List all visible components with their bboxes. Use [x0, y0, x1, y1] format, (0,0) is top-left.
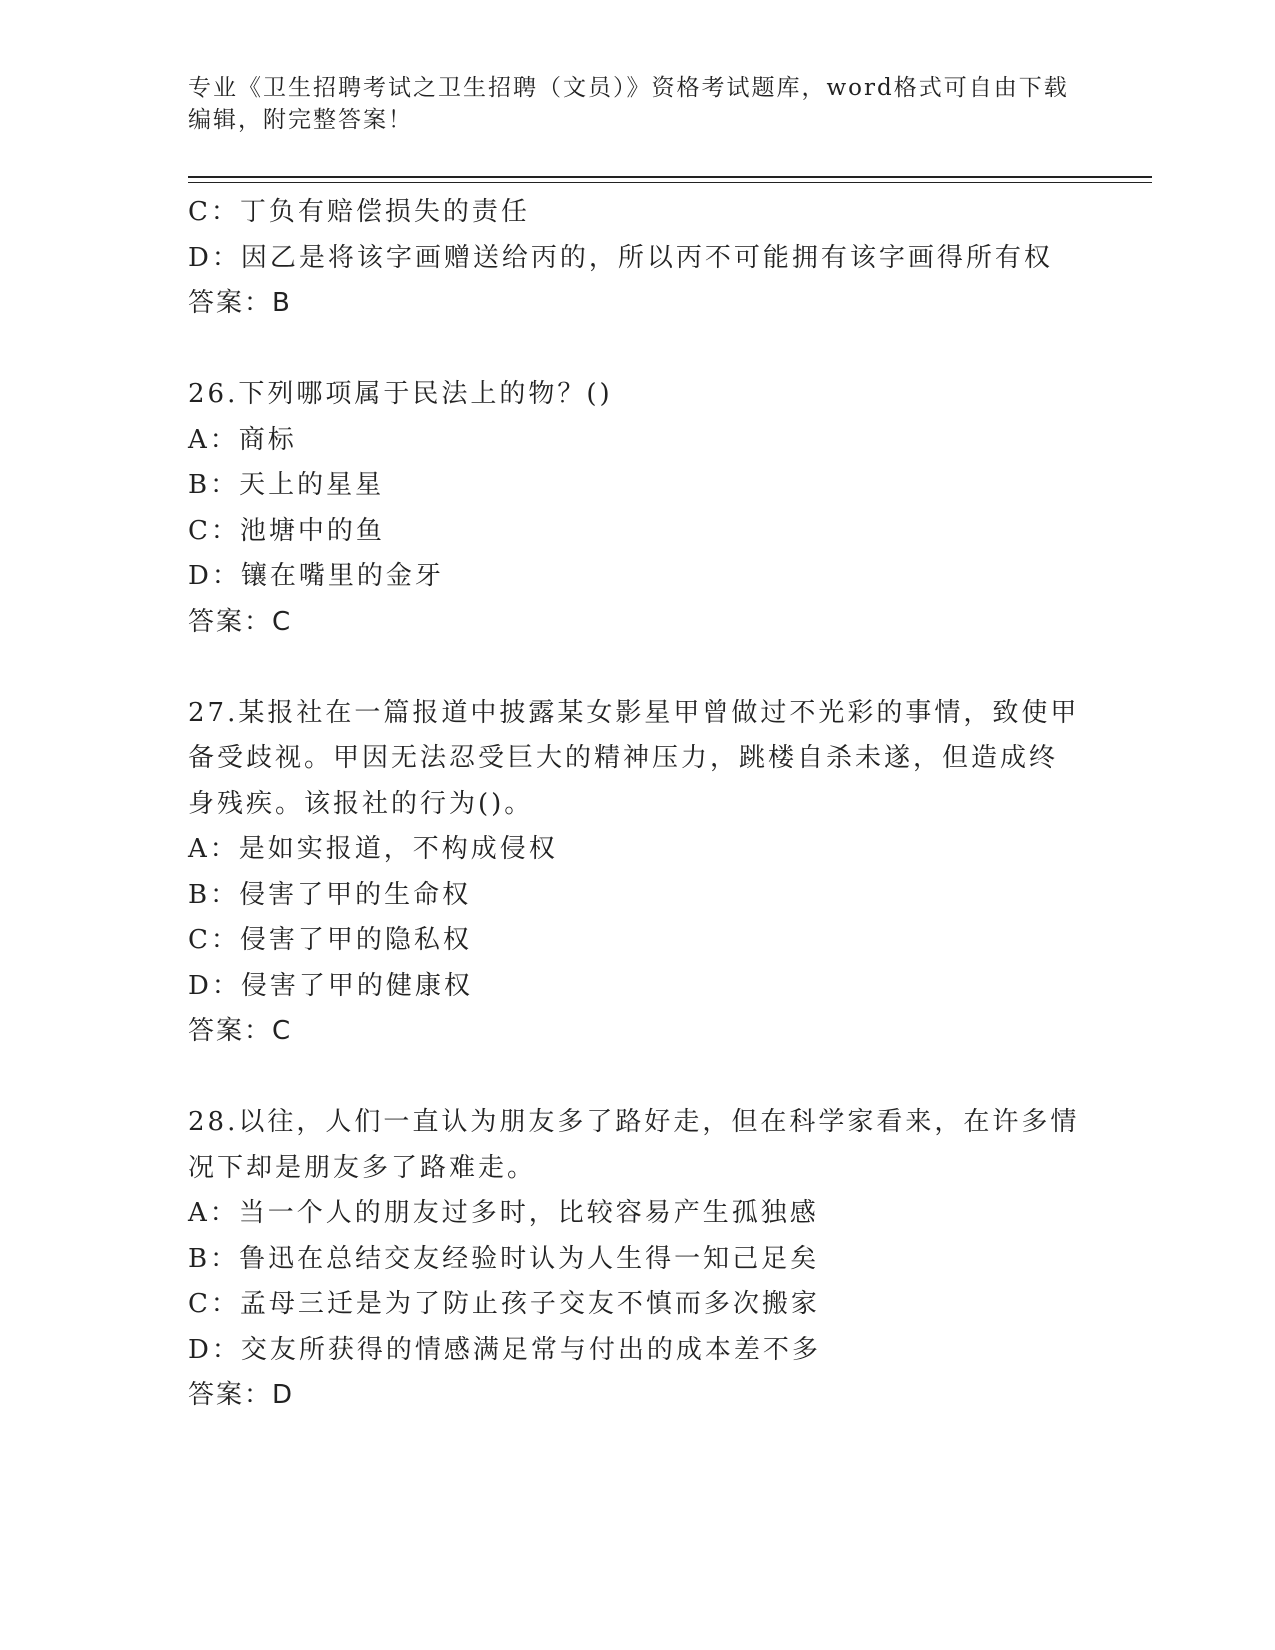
question-26: [188, 372, 1078, 645]
header-divider-thin: [188, 182, 1152, 183]
question-stem-line-1: 27.某报社在一篇报道中披露某女影星甲曾做过不光彩的事情，致使甲: [188, 697, 1080, 728]
question-stem-line-3: 身残疾。该报社的行为()。: [188, 788, 534, 819]
header-divider: [188, 176, 1152, 178]
header-line-1: 专业《卫生招聘考试之卫生招聘（文员）》资格考试题库，word格式可自由下载: [188, 75, 1069, 101]
answer-line: 答案：B: [188, 288, 292, 318]
answer-line: 答案：C: [188, 606, 293, 637]
answer-line: 答案：D: [188, 1380, 295, 1410]
question-list: [188, 190, 1078, 1419]
option-d: D：侵害了甲的健康权: [188, 970, 473, 1001]
option-d: D：镶在嘴里的金牙: [188, 561, 444, 591]
option-b: B：鲁迅在总结交友经验时认为人生得一知己足矣: [188, 1243, 820, 1274]
option-d: D：交友所获得的情感满足常与付出的成本差不多: [188, 1334, 821, 1365]
answer-line: 答案：C: [188, 1016, 293, 1046]
question-stem-line-2: 况下却是朋友多了路难走。: [188, 1152, 537, 1183]
question-stem-line-2: 备受歧视。甲因无法忍受巨大的精神压力，跳楼自杀未遂，但造成终: [188, 743, 1059, 773]
header-line-2: 编辑，附完整答案！: [188, 107, 413, 133]
option-a: A：商标: [188, 424, 297, 455]
spacer: [188, 1055, 1078, 1101]
option-b: B：侵害了甲的生命权: [188, 879, 472, 910]
spacer: [188, 645, 1078, 691]
previous-question-tail: [188, 190, 1078, 327]
question-stem-line-1: 28.以往，人们一直认为朋友多了路好走，但在科学家看来，在许多情: [188, 1107, 1080, 1137]
option-a: A：是如实报道，不构成侵权: [188, 834, 558, 864]
option-d: D：因乙是将该字画赠送给丙的，所以丙不可能拥有该字画得所有权: [188, 242, 1053, 273]
spacer: [188, 327, 1078, 373]
option-c: C：池塘中的鱼: [188, 515, 385, 546]
option-c: C：侵害了甲的隐私权: [188, 925, 472, 955]
question-stem: 26.下列哪项属于民法上的物？(): [188, 379, 613, 409]
document-header: [188, 72, 1088, 136]
question-28: [188, 1100, 1078, 1419]
option-b: B：天上的星星: [188, 470, 385, 500]
question-27: [188, 691, 1078, 1055]
option-c: C：孟母三迁是为了防止孩子交友不慎而多次搬家: [188, 1289, 820, 1319]
option-c: C：丁负有赔偿损失的责任: [188, 197, 530, 227]
option-a: A：当一个人的朋友过多时，比较容易产生孤独感: [188, 1198, 819, 1228]
